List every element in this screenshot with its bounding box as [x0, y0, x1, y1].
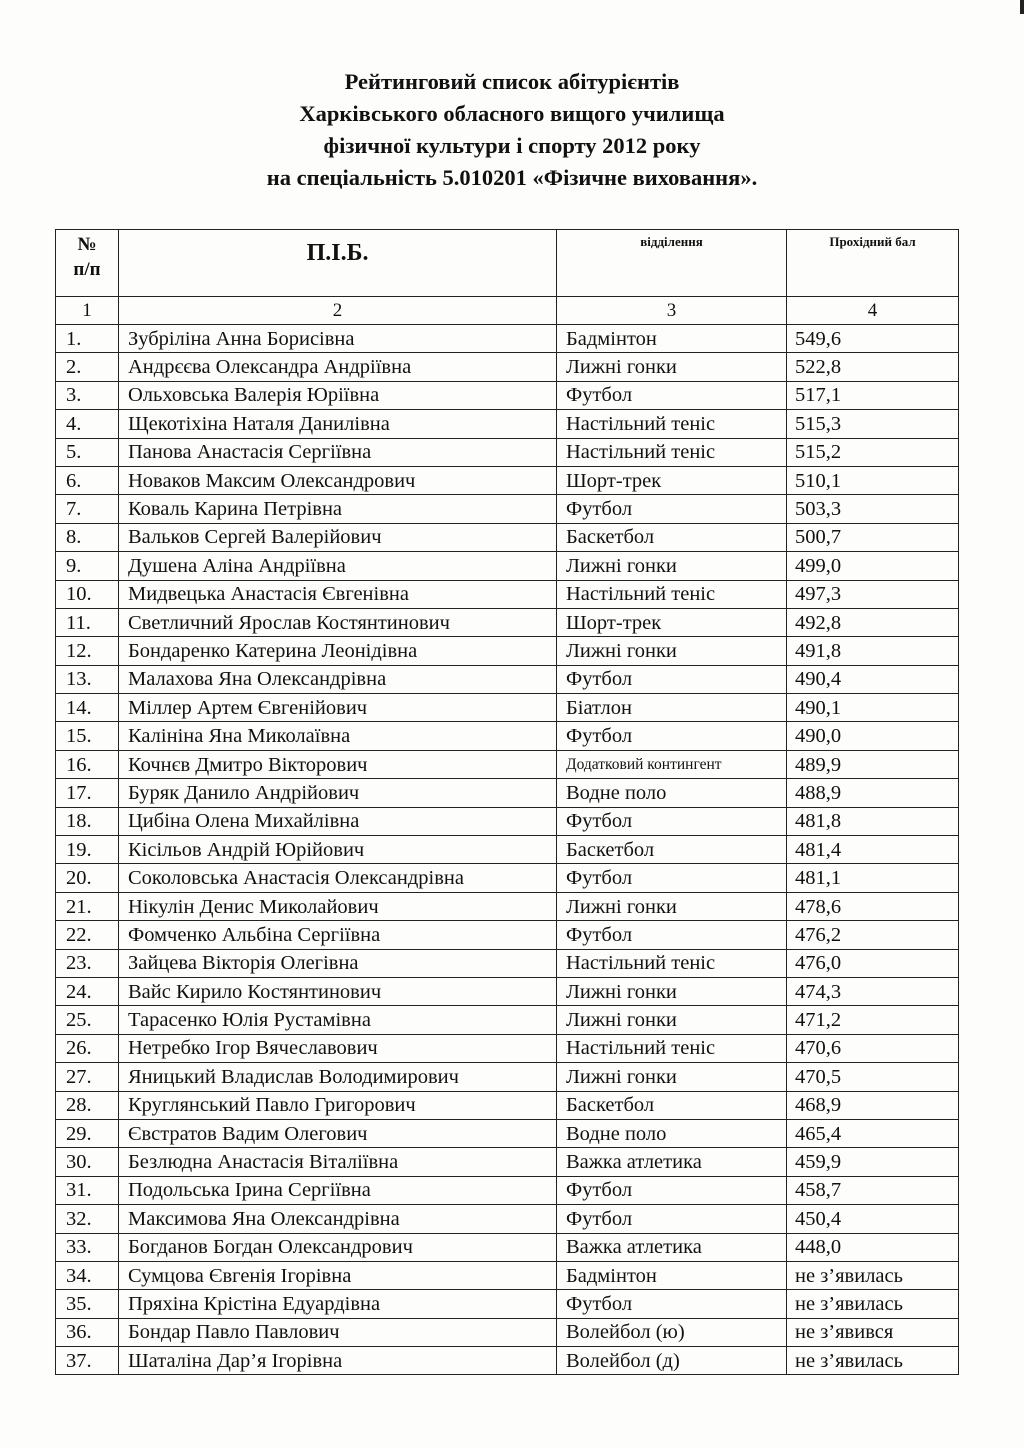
passing-score: 476,0 [787, 949, 959, 977]
column-number: 1 [56, 297, 119, 325]
document-title [0, 66, 1024, 194]
passing-score: 488,9 [787, 779, 959, 807]
passing-score: 489,9 [787, 750, 959, 778]
passing-score: 468,9 [787, 1091, 959, 1119]
passing-score: 490,1 [787, 694, 959, 722]
row-number: 29. [56, 1119, 119, 1147]
department: Водне поло [557, 1119, 787, 1147]
applicant-name: Буряк Данило Андрійович [119, 779, 557, 807]
applicant-name: Безлюдна Анастасія Віталіївна [119, 1148, 557, 1176]
applicant-name: Євстратов Вадим Олегович [119, 1119, 557, 1147]
row-number: 20. [56, 864, 119, 892]
row-number: 22. [56, 921, 119, 949]
table-row [56, 1034, 959, 1062]
department: Бадмінтон [557, 325, 787, 353]
department: Бадмінтон [557, 1261, 787, 1289]
row-number: 25. [56, 1006, 119, 1034]
department: Футбол [557, 495, 787, 523]
passing-score: 515,2 [787, 438, 959, 466]
passing-score: 478,6 [787, 892, 959, 920]
department: Футбол [557, 1290, 787, 1318]
department: Баскетбол [557, 1091, 787, 1119]
table-row [56, 381, 959, 409]
passing-score: 490,0 [787, 722, 959, 750]
applicant-name: Кісільов Андрій Юрійович [119, 836, 557, 864]
department: Настільний теніс [557, 1034, 787, 1062]
row-number: 19. [56, 836, 119, 864]
row-number: 14. [56, 694, 119, 722]
row-number: 2. [56, 353, 119, 381]
table-row [56, 325, 959, 353]
row-number: 7. [56, 495, 119, 523]
passing-score: 515,3 [787, 410, 959, 438]
department: Настільний теніс [557, 580, 787, 608]
passing-score: 481,4 [787, 836, 959, 864]
passing-score: 459,9 [787, 1148, 959, 1176]
department: Волейбол (д) [557, 1347, 787, 1375]
passing-score: 481,1 [787, 864, 959, 892]
row-number: 34. [56, 1261, 119, 1289]
department: Додатковий контингент [557, 750, 787, 778]
department: Футбол [557, 864, 787, 892]
table-row [56, 1290, 959, 1318]
table-row [56, 1148, 959, 1176]
applicant-name: Шаталіна Дар’я Ігорівна [119, 1347, 557, 1375]
department: Шорт-трек [557, 466, 787, 494]
row-number: 28. [56, 1091, 119, 1119]
header-number-abbrev: п/п [73, 259, 101, 280]
row-number: 16. [56, 750, 119, 778]
passing-score: 471,2 [787, 1006, 959, 1034]
header-number [56, 230, 119, 297]
header-passing-score: Прохідний бал [787, 230, 959, 297]
passing-score: 549,6 [787, 325, 959, 353]
passing-score: 448,0 [787, 1233, 959, 1261]
passing-score: 491,8 [787, 637, 959, 665]
department: Футбол [557, 722, 787, 750]
department: Настільний теніс [557, 410, 787, 438]
passing-score: 503,3 [787, 495, 959, 523]
table-row [56, 466, 959, 494]
department: Водне поло [557, 779, 787, 807]
table-row [56, 665, 959, 693]
table-row [56, 637, 959, 665]
applicant-name: Максимова Яна Олександрівна [119, 1205, 557, 1233]
title-line-2: Харківського обласного вищого училища [299, 101, 725, 126]
passing-score: не з’явилась [787, 1347, 959, 1375]
row-number: 33. [56, 1233, 119, 1261]
applicant-name: Зайцева Вікторія Олегівна [119, 949, 557, 977]
row-number: 17. [56, 779, 119, 807]
row-number: 12. [56, 637, 119, 665]
applicant-name: Новаков Максим Олександрович [119, 466, 557, 494]
department: Шорт-трек [557, 608, 787, 636]
applicant-name: Яницький Владислав Володимирович [119, 1063, 557, 1091]
department: Баскетбол [557, 523, 787, 551]
department: Важка атлетика [557, 1148, 787, 1176]
table-row [56, 1205, 959, 1233]
header-full-name: П.І.Б. [119, 230, 557, 297]
row-number: 10. [56, 580, 119, 608]
passing-score: 490,4 [787, 665, 959, 693]
column-number-row [56, 297, 959, 325]
row-number: 27. [56, 1063, 119, 1091]
row-number: 3. [56, 381, 119, 409]
department: Футбол [557, 921, 787, 949]
department: Футбол [557, 1205, 787, 1233]
row-number: 9. [56, 552, 119, 580]
table-row [56, 892, 959, 920]
department: Баскетбол [557, 836, 787, 864]
row-number: 15. [56, 722, 119, 750]
passing-score: 474,3 [787, 977, 959, 1005]
table-row [56, 1261, 959, 1289]
row-number: 4. [56, 410, 119, 438]
table-row [56, 608, 959, 636]
row-number: 11. [56, 608, 119, 636]
row-number: 5. [56, 438, 119, 466]
table-row [56, 1176, 959, 1204]
table-row [56, 1233, 959, 1261]
row-number: 36. [56, 1318, 119, 1346]
passing-score: 470,5 [787, 1063, 959, 1091]
table-row [56, 864, 959, 892]
column-number: 2 [119, 297, 557, 325]
row-number: 31. [56, 1176, 119, 1204]
applicant-name: Нетребко Ігор Вячеславович [119, 1034, 557, 1062]
passing-score: 481,8 [787, 807, 959, 835]
department: Лижні гонки [557, 353, 787, 381]
applicant-name: Светличний Ярослав Костянтинович [119, 608, 557, 636]
table-row [56, 523, 959, 551]
applicant-name: Нікулін Денис Миколайович [119, 892, 557, 920]
row-number: 35. [56, 1290, 119, 1318]
table-row [56, 807, 959, 835]
applicant-name: Калініна Яна Миколаївна [119, 722, 557, 750]
row-number: 24. [56, 977, 119, 1005]
table-header-row [56, 230, 959, 297]
passing-score: 492,8 [787, 608, 959, 636]
table-row [56, 750, 959, 778]
applicant-name: Кочнєв Дмитро Вікторович [119, 750, 557, 778]
row-number: 32. [56, 1205, 119, 1233]
table-row [56, 1318, 959, 1346]
applicant-name: Андрєєва Олександра Андріївна [119, 353, 557, 381]
table-row [56, 949, 959, 977]
table-row [56, 836, 959, 864]
table-row [56, 552, 959, 580]
passing-score: 517,1 [787, 381, 959, 409]
passing-score: 497,3 [787, 580, 959, 608]
applicant-name: Богданов Богдан Олександрович [119, 1233, 557, 1261]
row-number: 37. [56, 1347, 119, 1375]
passing-score: 499,0 [787, 552, 959, 580]
table-row [56, 353, 959, 381]
passing-score: 458,7 [787, 1176, 959, 1204]
applicant-name: Мидвецька Анастасія Євгенівна [119, 580, 557, 608]
table-row [56, 1347, 959, 1375]
department: Настільний теніс [557, 949, 787, 977]
title-line-4: на спеціальність 5.010201 «Фізичне виховання». [266, 165, 758, 190]
applicant-name: Фомченко Альбіна Сергіївна [119, 921, 557, 949]
table-row [56, 410, 959, 438]
department: Лижні гонки [557, 637, 787, 665]
department: Футбол [557, 665, 787, 693]
applicant-name: Круглянський Павло Григорович [119, 1091, 557, 1119]
applicant-name: Коваль Карина Петрівна [119, 495, 557, 523]
department: Футбол [557, 381, 787, 409]
department: Лижні гонки [557, 892, 787, 920]
title-line-3: фізичної культури і спорту 2012 року [323, 133, 701, 158]
department: Лижні гонки [557, 977, 787, 1005]
applicant-name: Щекотіхіна Наталя Данилівна [119, 410, 557, 438]
passing-score: 476,2 [787, 921, 959, 949]
applicant-name: Вальков Сергей Валерійович [119, 523, 557, 551]
applicant-name: Панова Анастасія Сергіївна [119, 438, 557, 466]
row-number: 26. [56, 1034, 119, 1062]
department: Важка атлетика [557, 1233, 787, 1261]
column-number: 4 [787, 297, 959, 325]
row-number: 21. [56, 892, 119, 920]
applicant-name: Тарасенко Юлія Рустамівна [119, 1006, 557, 1034]
passing-score: 522,8 [787, 353, 959, 381]
applicant-name: Подольська Ірина Сергіївна [119, 1176, 557, 1204]
applicant-name: Сумцова Євгенія Ігорівна [119, 1261, 557, 1289]
passing-score: 500,7 [787, 523, 959, 551]
applicant-name: Міллер Артем Євгенійович [119, 694, 557, 722]
department: Лижні гонки [557, 1063, 787, 1091]
passing-score: не з’явилась [787, 1290, 959, 1318]
table-row [56, 779, 959, 807]
table-row [56, 580, 959, 608]
applicant-name: Соколовська Анастасія Олександрівна [119, 864, 557, 892]
row-number: 6. [56, 466, 119, 494]
applicant-name: Бондаренко Катерина Леонідівна [119, 637, 557, 665]
row-number: 1. [56, 325, 119, 353]
department: Волейбол (ю) [557, 1318, 787, 1346]
passing-score: 465,4 [787, 1119, 959, 1147]
table-row [56, 438, 959, 466]
table-row [56, 1006, 959, 1034]
row-number: 13. [56, 665, 119, 693]
row-number: 30. [56, 1148, 119, 1176]
department: Біатлон [557, 694, 787, 722]
applicant-name: Душена Аліна Андріївна [119, 552, 557, 580]
table-row [56, 722, 959, 750]
row-number: 18. [56, 807, 119, 835]
scan-edge-mark [1020, 0, 1024, 14]
applicant-name: Ольховська Валерія Юріївна [119, 381, 557, 409]
applicant-name: Цибіна Олена Михайлівна [119, 807, 557, 835]
applicant-name: Малахова Яна Олександрівна [119, 665, 557, 693]
passing-score: 470,6 [787, 1034, 959, 1062]
header-department: відділення [557, 230, 787, 297]
table-row [56, 694, 959, 722]
department: Лижні гонки [557, 1006, 787, 1034]
row-number: 8. [56, 523, 119, 551]
column-number: 3 [557, 297, 787, 325]
table-row [56, 977, 959, 1005]
header-number-symbol: № [77, 234, 97, 255]
department: Футбол [557, 807, 787, 835]
applicant-name: Пряхіна Крістіна Едуардівна [119, 1290, 557, 1318]
department: Лижні гонки [557, 552, 787, 580]
table-row [56, 1119, 959, 1147]
applicant-name: Зубріліна Анна Борисівна [119, 325, 557, 353]
department: Настільний теніс [557, 438, 787, 466]
passing-score: 510,1 [787, 466, 959, 494]
table-row [56, 1091, 959, 1119]
passing-score: не з’явився [787, 1318, 959, 1346]
department: Футбол [557, 1176, 787, 1204]
passing-score: 450,4 [787, 1205, 959, 1233]
row-number: 23. [56, 949, 119, 977]
title-line-1: Рейтинговий список абітурієнтів [344, 69, 680, 94]
applicant-name: Бондар Павло Павлович [119, 1318, 557, 1346]
table-row [56, 1063, 959, 1091]
passing-score: не з’явилась [787, 1261, 959, 1289]
table-row [56, 495, 959, 523]
ranking-table [55, 229, 959, 1375]
table-row [56, 921, 959, 949]
applicant-name: Вайс Кирило Костянтинович [119, 977, 557, 1005]
